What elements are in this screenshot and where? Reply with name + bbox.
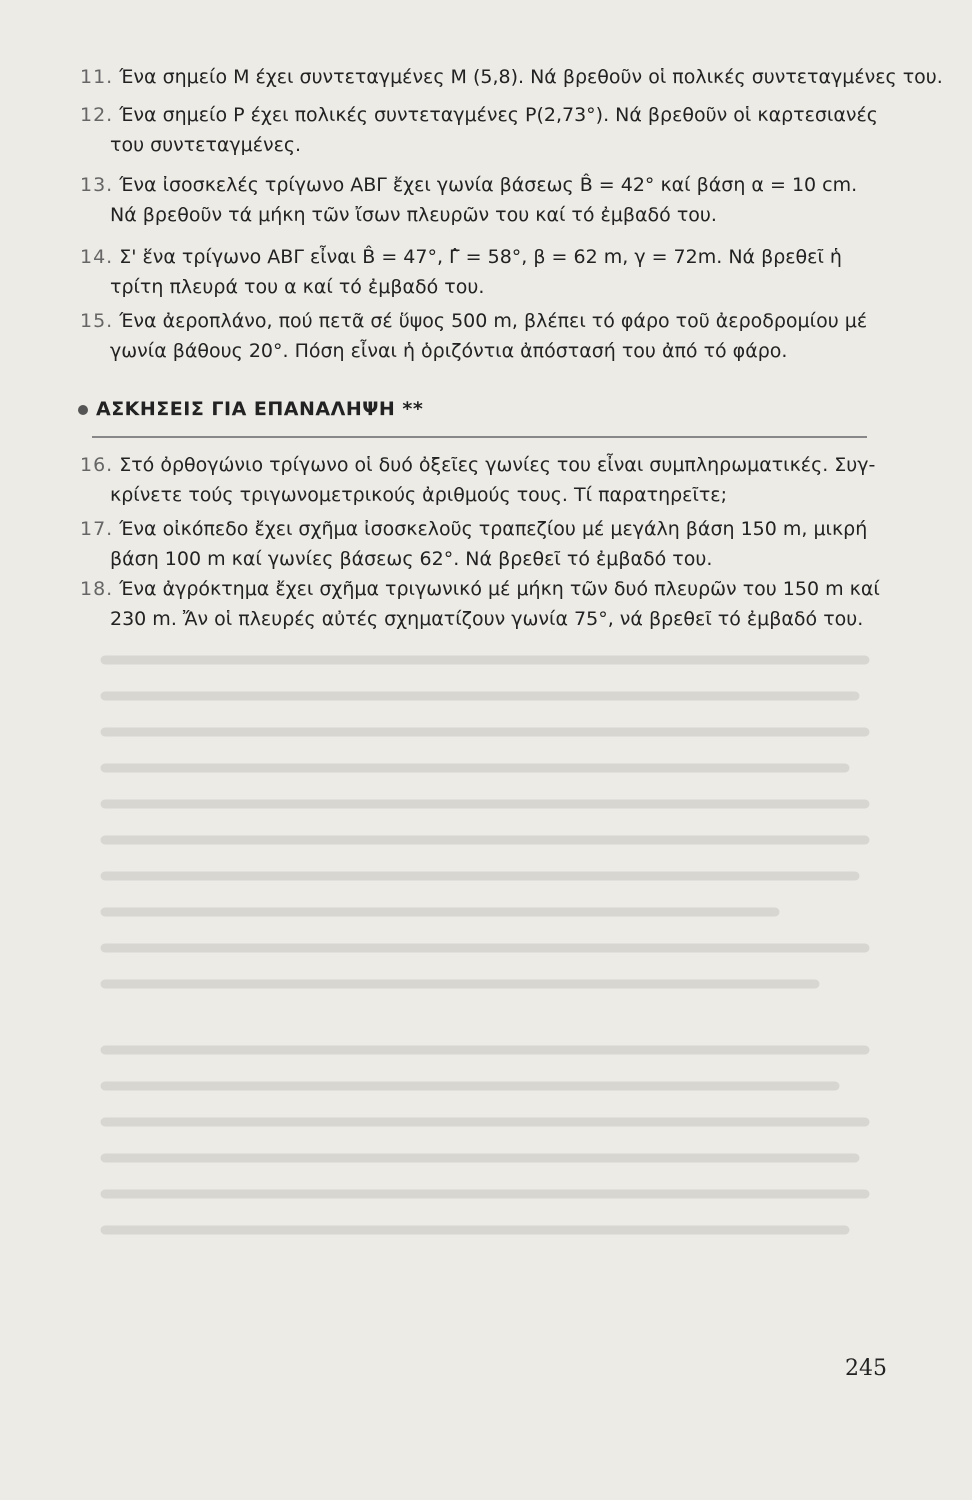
exercise-text: του συντεταγμένες.: [110, 134, 302, 156]
bleed-through-texture: [95, 640, 895, 1300]
exercise-number: 14.: [80, 246, 114, 268]
exercise-number: 15.: [80, 310, 114, 332]
exercise-text: Ένα οἰκόπεδο ἔχει σχῆμα ἰσοσκελοῦς τραπεζίου μέ μεγάλη βάση 150 m, μικρή: [119, 518, 868, 540]
exercise-text: 230 m. Ἄν οἱ πλευρές αὐτές σχηματίζουν γωνία 75°, νά βρεθεῖ τό ἐμβαδό του.: [110, 608, 864, 630]
section-heading: [78, 398, 868, 420]
exercise-text: κρίνετε τούς τριγωνομετρικούς ἀριθμούς τους. Τί παρατηρεῖτε;: [110, 484, 727, 506]
exercise-text: Σ' ἕνα τρίγωνο ΑΒΓ εἶναι B̂ = 47°, Γ̂ = 58°, β = 62 m, γ = 72m. Νά βρεθεῖ ἡ: [119, 246, 842, 268]
exercise-text: Ένα σημείο Μ έχει συντεταγμένες Μ (5,8). Νά βρεθοῦν οἱ πολικές συντεταγμένες του.: [119, 66, 943, 88]
exercise-12: [80, 100, 880, 160]
exercise-text: Ένα ἰσοσκελές τρίγωνο ΑΒΓ ἔχει γωνία βάσεως B̂ = 42° καί βάση α = 10 cm.: [119, 174, 858, 196]
exercise-15: [80, 306, 880, 366]
divider: [92, 436, 867, 438]
exercise-number: 11.: [80, 66, 114, 88]
exercise-number: 17.: [80, 518, 114, 540]
exercise-17: [80, 514, 880, 574]
exercise-text: γωνία βάθους 20°. Πόση εἶναι ἡ ὁριζόντια ἀπόστασή του ἀπό τό φάρο.: [110, 340, 788, 362]
exercise-text: τρίτη πλευρά του α καί τό ἐμβαδό του.: [110, 276, 485, 298]
exercise-16: [80, 450, 880, 510]
exercise-text: Στό ὀρθογώνιο τρίγωνο οἱ δυό ὀξεῖες γωνίες του εἶναι συμπληρωματικές. Συγ-: [119, 454, 876, 476]
bullet-icon: [78, 405, 88, 415]
exercise-number: 12.: [80, 104, 114, 126]
exercise-number: 13.: [80, 174, 114, 196]
exercise-number: 16.: [80, 454, 114, 476]
page-number: 245: [845, 1356, 887, 1381]
exercise-11: [80, 62, 943, 92]
exercise-14: [80, 242, 880, 302]
exercise-text: Νά βρεθοῦν τά μήκη τῶν ἴσων πλευρῶν του καί τό ἐμβαδό του.: [110, 204, 717, 226]
exercise-number: 18.: [80, 578, 114, 600]
exercise-text: Ένα ἀγρόκτημα ἔχει σχῆμα τριγωνικό μέ μήκη τῶν δυό πλευρῶν του 150 m καί: [119, 578, 880, 600]
exercise-text: Ένα σημείο Ρ έχει πολικές συντεταγμένες Ρ(2,73°). Νά βρεθοῦν οἱ καρτεσιανές: [119, 104, 878, 126]
exercise-text: Ένα ἀεροπλάνο, πού πετᾶ σέ ὕψος 500 m, βλέπει τό φάρο τοῦ ἀεροδρομίου μέ: [119, 310, 868, 332]
exercise-13: [80, 170, 880, 230]
exercise-18: [80, 574, 880, 634]
section-title: ΑΣΚΗΣΕΙΣ ΓΙΑ ΕΠΑΝΑΛΗΨΗ **: [96, 398, 424, 420]
exercise-text: βάση 100 m καί γωνίες βάσεως 62°. Νά βρεθεῖ τό ἐμβαδό του.: [110, 548, 713, 570]
